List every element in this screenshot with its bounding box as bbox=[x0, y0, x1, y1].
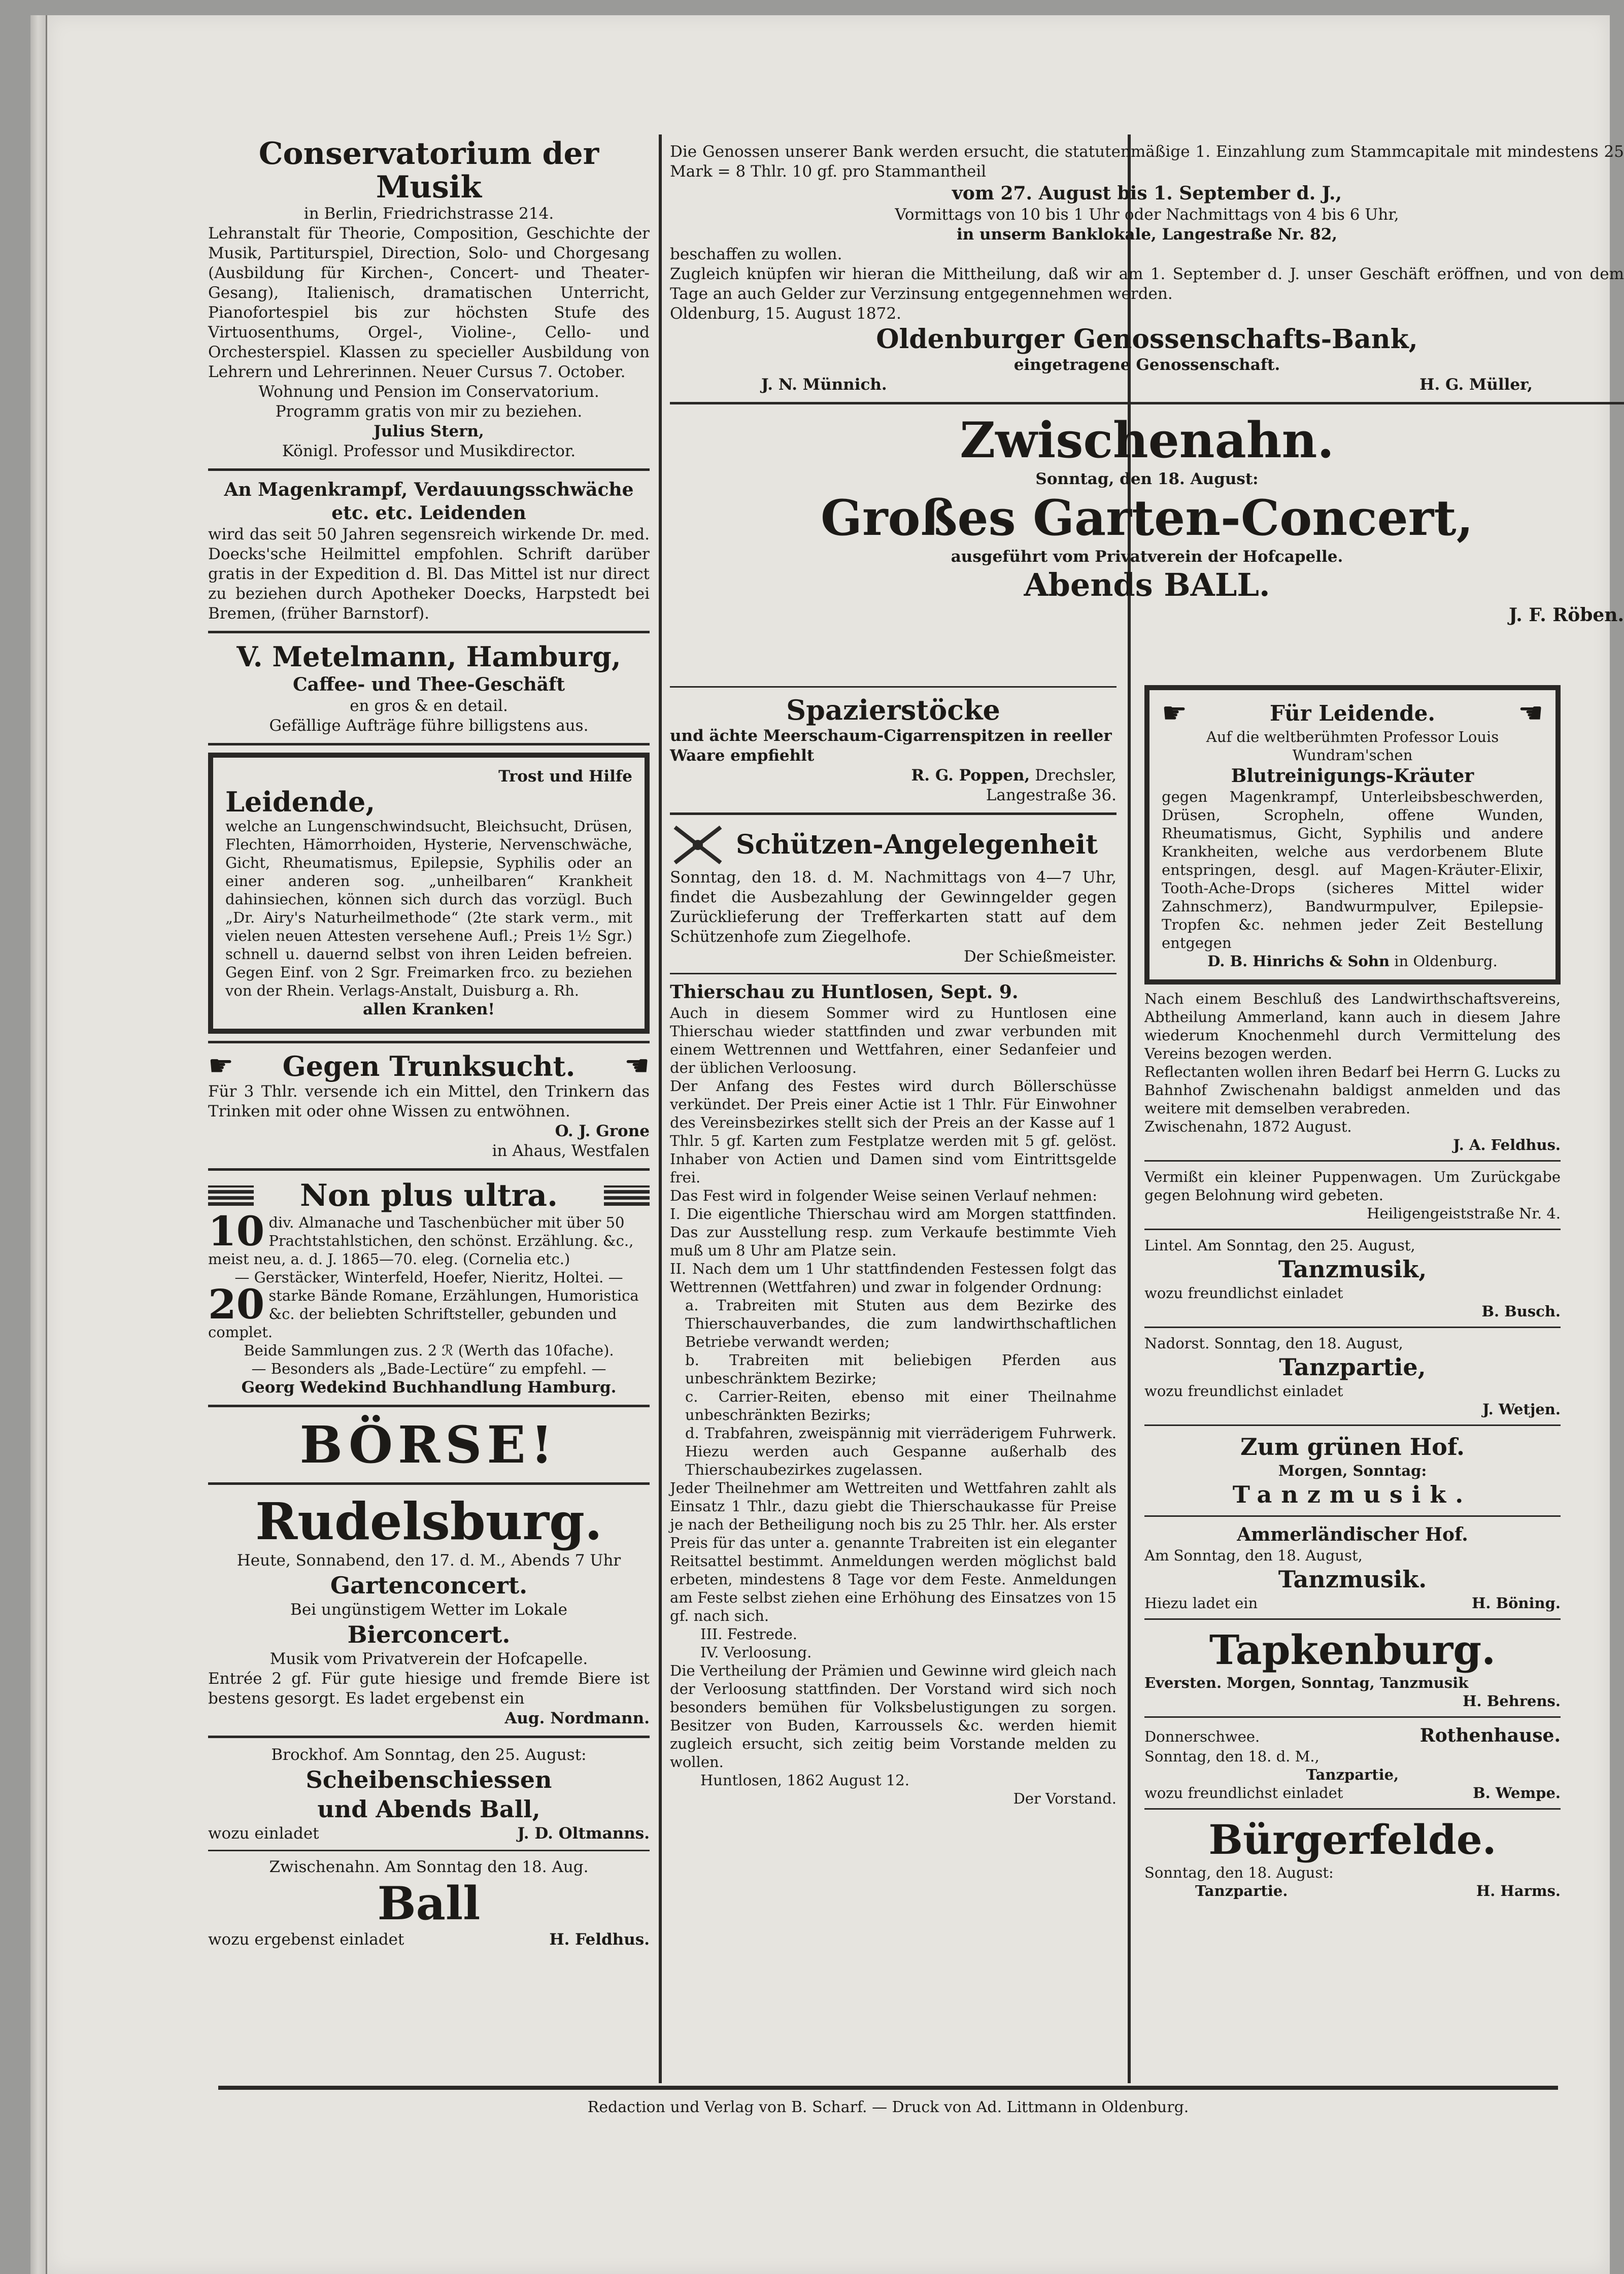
count-number: 10 bbox=[208, 1207, 265, 1255]
concert-title: Gartenconcert. bbox=[330, 1572, 528, 1599]
ad-title: Schützen-Angelegenheit bbox=[736, 829, 1098, 860]
ad-footer: Georg Wedekind Buchhandlung Hamburg. bbox=[241, 1378, 617, 1397]
divider bbox=[208, 1041, 650, 1043]
ad-signer: Der Vorstand. bbox=[1013, 1790, 1116, 1807]
ad-body: Sonntag, den 18. d. M. Nachmittags von 4—7 Uhr, findet die Ausbezahlung der Gewinngelder gegen Zurücklieferung der Trefferkarten statt auf dem Schützenhofe zum Ziegelhofe. bbox=[670, 868, 1116, 946]
ad-title: Non plus ultra. bbox=[300, 1178, 558, 1213]
count-number: 20 bbox=[208, 1280, 265, 1328]
ad-title: Rothenhause. bbox=[1419, 1725, 1561, 1746]
ad-paragraph: Die Vertheilung der Prämien und Gewinne wird gleich nach der Verloosung stattfinden. Der Vorstand wird sich noch besonders bemühen für Volksbelustigungen zu sorgen. Besitzer von Buden, Karroussels &c. werden hiemit zugleich ersucht, sich zeitig beim Vorstande melden zu wollen. bbox=[670, 1662, 1116, 1771]
ad-title: Tapkenburg. bbox=[1209, 1626, 1496, 1674]
ad-body: und ächte Meerschaum-Cigarrenspitzen in reeller Waare empfiehlt bbox=[670, 727, 1112, 765]
ad-signer-title: Königl. Professor und Musikdirector. bbox=[282, 442, 576, 460]
divider bbox=[208, 631, 650, 633]
ad-signer: H. Feldhus. bbox=[549, 1930, 650, 1949]
ad-title: Ball bbox=[377, 1877, 481, 1930]
ad-paragraph: Das Fest wird in folgender Weise seinen Verlauf nehmen: bbox=[670, 1187, 1098, 1204]
ad-signer: R. G. Poppen, bbox=[911, 766, 1030, 785]
ad-boerse bbox=[208, 1414, 650, 1475]
ad-body: Vermißt ein kleiner Puppenwagen. Um Zurückgabe gegen Belohnung wird gebeten. bbox=[1144, 1168, 1561, 1204]
ad-address: Langestraße 36. bbox=[986, 786, 1116, 804]
ad-rothenhause bbox=[1144, 1724, 1561, 1802]
ad-conservatorium bbox=[208, 137, 650, 461]
ad-title: Gegen Trunksucht. bbox=[282, 1050, 576, 1082]
ad-paragraph: II. Nach dem um 1 Uhr stattfindenden Festessen folgt das Wettrennen (Wettfahren) und zwar in folgender Ordnung: bbox=[670, 1260, 1116, 1296]
ad-line: Wohnung und Pension im Conservatorium. bbox=[258, 383, 599, 401]
divider bbox=[670, 812, 1116, 815]
ad-line: Programm gratis von mir zu beziehen. bbox=[275, 402, 583, 421]
ad-trunksucht bbox=[208, 1050, 650, 1161]
ad-header: Trost und Hilfe bbox=[498, 767, 632, 786]
ad-title: Tanzpartie. bbox=[1195, 1882, 1288, 1899]
ad-line: Eversten. Morgen, Sonntag, Tanzmusik bbox=[1144, 1674, 1469, 1691]
ad-body: welche an Lungenschwindsucht, Bleichsucht, Drüsen, Flechten, Hämorrhoiden, Hysterie, Nervenschwäche, Gicht, Rheumatismus, Epilepsie, Syphilis oder an einer anderen sog. „unheilbaren“ Krankheit dahinsiechen, können sich durch das vorzügl. Buch „Dr. Airy's Naturheilmethode“ (2te stark verm., mit vielen neuen Attesten versehene Aufl.; Preis 1½ Sgr.) schnell u. dauernd selbst von ihren Leiden befreien. Gegen Einf. von 2 Sgr. Freimarken frco. zu beziehen von der Rhein. Verlags-Anstalt, Duisburg a. Rh. bbox=[225, 818, 632, 999]
ad-body: Entrée 2 gf. Für gute hiesige und fremde Biere ist bestens gesorgt. Es ladet ergebenst ein bbox=[208, 1670, 650, 1708]
column-rule-1 bbox=[659, 134, 662, 2083]
ad-nadorst bbox=[1144, 1334, 1561, 1418]
ad-thierschau bbox=[670, 980, 1116, 1808]
ad-footer: allen Kranken! bbox=[363, 1000, 495, 1019]
ad-date: vom 27. August bis 1. September d. J., bbox=[952, 183, 1342, 204]
ornament-bar bbox=[208, 1185, 254, 1206]
ad-list-item: a. Trabreiten mit Stuten aus dem Bezirke des Thierschauverbandes, die zum landwirthschaftlichen Betriebe verwandt werden; bbox=[685, 1297, 1116, 1350]
imprint-footer: Redaction und Verlag von B. Scharf. — Druck von Ad. Littmann in Oldenburg. bbox=[587, 2098, 1189, 2116]
column-2-lower bbox=[670, 680, 1116, 1811]
ad-ball bbox=[208, 1857, 650, 1950]
ad-invite: wozu einladet bbox=[208, 1824, 319, 1843]
concert-title: Bierconcert. bbox=[347, 1621, 511, 1648]
ad-ammerlaendischer-hof bbox=[1144, 1523, 1561, 1612]
ad-body: gegen Magenkrampf, Unterleibsbeschwerden, Drüsen, Scropheln, offene Wunden, Rheumatismus, Gicht, Syphilis und andere Krankheiten, welche aus verdorbenem Blute entspringen, desgl. auf Magen-Kräuter-Elixir, Tooth-Ache-Drops (sicheres Mittel wider Zahnschmerz), Bandwurmpulver, Epilepsie-Tropfen &c. nehmen jeder Zeit Bestellung entgegen bbox=[1162, 788, 1543, 952]
ad-list-item: d. Trabfahren, zweispännig mit vierräderigem Fuhrwerk. Hiezu werden auch Gespanne außerhalb des Thierschaubezirkes zugelassen. bbox=[685, 1424, 1116, 1478]
ad-list-item: III. Festrede. bbox=[700, 1625, 798, 1643]
ad-brockhof bbox=[208, 1745, 650, 1844]
ad-line: Heute, Sonnabend, den 17. d. M., Abends 7 Uhr bbox=[236, 1551, 621, 1570]
ad-title: Spazierstöcke bbox=[786, 694, 1000, 726]
ad-gruener-hof bbox=[1144, 1432, 1561, 1509]
divider bbox=[208, 1850, 650, 1851]
ad-invite: wozu freundlichst einladet bbox=[1144, 1284, 1343, 1302]
ad-leidende bbox=[208, 753, 650, 1034]
ad-title: Conservatorium der Musik bbox=[258, 136, 599, 205]
ad-line: Nadorst. Sonntag, den 18. August, bbox=[1144, 1335, 1403, 1352]
ad-signer: Aug. Nordmann. bbox=[504, 1709, 650, 1727]
ad-invite: Hiezu ladet ein bbox=[1144, 1594, 1258, 1612]
ad-paragraph: Auch in diesem Sommer wird zu Huntlosen eine Thierschau wieder stattfinden und zwar verbunden mit einem Wettrennen und Wettfahren, einer Sedanfeier und der üblichen Verloosung. bbox=[670, 1004, 1116, 1076]
ad-paragraph: I. Die eigentliche Thierschau wird am Morgen stattfinden. Das zur Ausstellung resp. zum Verkaufe bestimmte Vieh muß um 8 Uhr am Platze sein. bbox=[670, 1205, 1116, 1259]
ad-signer: J. N. Münnich. bbox=[761, 376, 887, 394]
ad-line: Am Sonntag, den 18. August, bbox=[1144, 1547, 1363, 1564]
pointing-hand-icon: ☛ bbox=[1162, 697, 1188, 730]
page-edge bbox=[30, 15, 46, 2274]
ad-line: — Gerstäcker, Winterfeld, Hoefer, Nieritz, Holtei. — bbox=[234, 1269, 623, 1286]
ad-tapkenburg bbox=[1144, 1626, 1561, 1710]
column-2 bbox=[670, 142, 1624, 630]
ad-line: — Besonders als „Bade-Lectüre“ zu empfehl. — bbox=[251, 1360, 606, 1377]
ad-date: Sonntag, den 18. August: bbox=[1035, 470, 1259, 488]
ad-line: Sonntag, den 18. d. M., bbox=[1144, 1748, 1319, 1765]
ad-rudelsburg bbox=[208, 1492, 650, 1728]
ad-title: Tanzpartie, bbox=[1279, 1353, 1426, 1381]
ad-genossenschaftsbank bbox=[670, 142, 1624, 395]
ad-signer: D. B. Hinrichs & Sohn bbox=[1207, 953, 1390, 970]
divider bbox=[1144, 1515, 1561, 1517]
ad-dateline: Oldenburg, 15. August 1872. bbox=[670, 304, 901, 323]
ad-list-item: c. Carrier-Reiten, ebenso mit einer Theilnahme unbeschränkten Bezirks; bbox=[685, 1388, 1116, 1423]
ad-nonplusultra bbox=[208, 1178, 650, 1398]
ad-line: Vormittags von 10 bis 1 Uhr oder Nachmittags von 4 bis 6 Uhr, bbox=[895, 206, 1399, 224]
divider bbox=[1144, 1424, 1561, 1426]
ad-title: BÖRSE! bbox=[299, 1415, 558, 1475]
ad-place: Donnerschwee. bbox=[1144, 1728, 1260, 1745]
ad-line: eingetragene Genossenschaft. bbox=[1013, 356, 1280, 374]
ad-line: in unserm Banklokale, Langestraße Nr. 82, bbox=[956, 225, 1338, 244]
ad-title: Ammerländischer Hof. bbox=[1237, 1524, 1468, 1545]
ad-title: Tanzpartie, bbox=[1306, 1766, 1399, 1783]
ad-title: Zwischenahn. bbox=[960, 412, 1334, 469]
column-1 bbox=[208, 137, 650, 1953]
ad-vermisst bbox=[1144, 1168, 1561, 1223]
ad-zwischenahn-concert bbox=[670, 412, 1624, 627]
ornament-bar bbox=[604, 1185, 650, 1206]
ad-place: in Oldenburg. bbox=[1394, 953, 1498, 970]
ad-knochenmehl bbox=[1144, 990, 1561, 1154]
ad-body: Nach einem Beschluß des Landwirthschaftsvereins, Abtheilung Ammerland, kann auch in diesem Jahre wiederum Knochenmehl durch Vermittelung des Vereins bezogen werden. bbox=[1144, 990, 1561, 1062]
ad-address: Heiligengeiststraße Nr. 4. bbox=[1367, 1205, 1561, 1222]
ad-line: Lintel. Am Sonntag, den 25. August, bbox=[1144, 1237, 1415, 1254]
ad-line: Gefällige Aufträge führe billigstens aus. bbox=[269, 717, 589, 735]
ad-title: Scheibenschiessen bbox=[306, 1766, 552, 1793]
ad-paragraph: Der Anfang des Festes wird durch Böllerschüsse verkündet. Der Preis einer Actie ist 1 Thlr. Für Einwohner des Vereinsbezirkes stellt sich der Preis an der Kasse auf 1 Thlr. 5 gf. Karten zum Festplatze werden mit 5 gf. gelöst. Inhaber von Actien und Damen sind vom Eintrittsgelde frei. bbox=[670, 1077, 1116, 1186]
ad-invite: wozu freundlichst einladet bbox=[1144, 1784, 1343, 1802]
divider bbox=[1144, 1327, 1561, 1328]
ad-buergerfelde bbox=[1144, 1816, 1561, 1900]
ad-title: Oldenburger Genossenschafts-Bank, bbox=[876, 324, 1418, 355]
ad-line: beschaffen zu wollen. bbox=[670, 245, 842, 263]
column-3 bbox=[1144, 680, 1561, 1903]
ad-list-item: b. Trabreiten mit beliebigen Pferden aus unbeschränktem Bezirke; bbox=[685, 1351, 1116, 1387]
divider bbox=[208, 1168, 650, 1171]
ad-title: und Abends Ball, bbox=[317, 1795, 540, 1823]
divider bbox=[1144, 1229, 1561, 1230]
ad-list-item: IV. Verloosung. bbox=[700, 1644, 812, 1661]
ad-body: Reflectanten wollen ihren Bedarf bei Herrn G. Lucks zu Bahnhof Zwischenahn baldigst anmelden und das weitere mit demselben verabreden. bbox=[1144, 1063, 1561, 1117]
ad-fuer-leidende bbox=[1144, 685, 1561, 985]
ad-line: ausgeführt vom Privatverein der Hofcapelle. bbox=[951, 548, 1343, 566]
ad-line: Zwischenahn. Am Sonntag den 18. Aug. bbox=[269, 1858, 589, 1876]
ad-magenkrampf bbox=[208, 478, 650, 624]
ad-signer: J. D. Oltmanns. bbox=[517, 1824, 650, 1843]
ad-signer: H. Behrens. bbox=[1463, 1692, 1561, 1710]
ad-title: Für Leidende. bbox=[1270, 701, 1435, 726]
ad-signer: B. Wempe. bbox=[1473, 1784, 1561, 1802]
ad-signer: J. Wetjen. bbox=[1482, 1401, 1561, 1418]
ad-body: Zugleich knüpfen wir hieran die Mittheilung, daß wir am 1. September d. J. unser Geschäft eröffnen, und von dem Tage an auch Gelder zur Verzinsung entgegennehmen werden. bbox=[670, 265, 1624, 303]
divider bbox=[670, 973, 1116, 974]
ad-body: Die Genossen unserer Bank werden ersucht, die statutenmäßige 1. Einzahlung zum Stammcapitale mit mindestens 25 Mark = 8 Thlr. 10 gf. pro Stammantheil bbox=[670, 143, 1624, 181]
ad-title: Thierschau zu Huntlosen, Sept. 9. bbox=[670, 981, 1019, 1003]
ad-signer: B. Busch. bbox=[1481, 1303, 1561, 1320]
ad-title: Tanzmusik. bbox=[1278, 1566, 1427, 1593]
ad-line: en gros & en detail. bbox=[350, 697, 508, 715]
ad-spazierstoecke bbox=[670, 694, 1116, 805]
divider bbox=[208, 1482, 650, 1485]
divider bbox=[1144, 1716, 1561, 1718]
ad-signer: J. F. Röben. bbox=[1508, 604, 1624, 626]
ad-dateline: Zwischenahn, 1872 August. bbox=[1144, 1118, 1352, 1135]
ad-signer: H. G. Müller, bbox=[1419, 376, 1533, 394]
ad-title: Bürgerfelde. bbox=[1208, 1816, 1497, 1863]
ad-body: Lehranstalt für Theorie, Composition, Geschichte der Musik, Partiturspiel, Direction, Solo- und Chorgesang (Ausbildung für Kirchen-, Concert- und Theater-Gesang), Italienisch, dramatischen Unterricht, Pianofortespiel bis zur höchsten Stufe des Virtuosenthums, Orgel-, Violine-, Cello- und Orchesterspiel. Klassen zu specieller Ausbildung von Lehrern und Lehrerinnen. Neuer Cursus 7. October. bbox=[208, 224, 650, 381]
ad-signer: H. Böning. bbox=[1471, 1594, 1561, 1612]
ad-product: Blutreinigungs-Kräuter bbox=[1231, 765, 1474, 787]
ad-line: Sonntag, den 18. August: bbox=[1144, 1864, 1334, 1881]
ad-body: wird das seit 50 Jahren segensreich wirkende Dr. med. Doecks'sche Heilmittel empfohlen. Schrift darüber gratis in der Expedition d. Bl. Das Mittel ist nur direct zu beziehen durch Apotheker Doecks, Harpstedt bei Bremen, (früher Barnstorf). bbox=[208, 525, 650, 623]
ad-line: Musik vom Privatverein der Hofcapelle. bbox=[269, 1650, 588, 1668]
concert-title: Großes Garten-Concert, bbox=[820, 489, 1473, 547]
pointing-hand-icon: ☛ bbox=[624, 1049, 650, 1082]
pointing-hand-icon: ☛ bbox=[1517, 697, 1543, 730]
ad-line: Morgen, Sonntag: bbox=[1278, 1462, 1427, 1479]
ad-signer: J. A. Feldhus. bbox=[1453, 1136, 1561, 1153]
ad-title: Tanzmusik, bbox=[1278, 1255, 1427, 1283]
ad-title: Zum grünen Hof. bbox=[1240, 1433, 1465, 1461]
ad-title: Leidende, bbox=[225, 786, 376, 818]
ad-paragraph: Jeder Theilnehmer am Wettreiten und Wettfahren zahlt als Einsatz 1 Thlr., dazu giebt die Thierschaukasse für Preise je nach der Betheiligung noch bis zu 25 Thlr. her. Als erster Preis für das unter a. genannte Trabreiten ist ein eleganter Reitsattel bestimmt. Anmeldungen werden möglichst bald erbeten, mindestens 8 Tage vor dem Feste. Anmeldungen am Feste selbst ziehen eine Erhöhung des Einsatzes von 15 gf. nach sich. bbox=[670, 1479, 1116, 1624]
ball-title: Abends BALL. bbox=[1024, 566, 1270, 603]
ad-invite: wozu freundlichst einladet bbox=[1144, 1382, 1343, 1400]
divider bbox=[1144, 1618, 1561, 1620]
ad-role: Drechsler, bbox=[1035, 766, 1116, 785]
ad-lintel bbox=[1144, 1236, 1561, 1320]
ad-signer: Der Schießmeister. bbox=[963, 947, 1116, 966]
ad-line: Beide Sammlungen zus. 2 ℛ (Werth das 10fache). bbox=[244, 1342, 614, 1359]
ad-signer: Julius Stern, bbox=[374, 422, 484, 440]
ad-title: Rudelsburg. bbox=[255, 1491, 602, 1551]
divider bbox=[670, 686, 1116, 688]
crossed-rifles-icon bbox=[670, 822, 726, 868]
ad-line: Bei ungünstigem Wetter im Lokale bbox=[290, 1601, 567, 1619]
divider bbox=[208, 468, 650, 471]
ad-invite: wozu ergebenst einladet bbox=[208, 1930, 404, 1949]
pointing-hand-icon: ☛ bbox=[208, 1049, 234, 1082]
divider bbox=[670, 402, 1624, 404]
divider bbox=[208, 1736, 650, 1738]
ad-schuetzen bbox=[670, 822, 1116, 967]
ad-line: Brockhof. Am Sonntag, den 25. August: bbox=[271, 1746, 587, 1764]
footer-rule bbox=[218, 2086, 1558, 2090]
ad-title: V. Metelmann, Hamburg, bbox=[236, 640, 621, 673]
ad-subtitle: Caffee- und Thee-Geschäft bbox=[292, 674, 565, 695]
ad-body: starke Bände Romane, Erzählungen, Humoristica &c. der beliebten Schriftsteller, gebunden und complet. bbox=[208, 1287, 639, 1341]
divider bbox=[208, 743, 650, 745]
ad-address: in Berlin, Friedrichstrasse 214. bbox=[303, 205, 554, 223]
ad-signer: H. Harms. bbox=[1476, 1882, 1561, 1899]
ad-dateline: Huntlosen, 1862 August 12. bbox=[700, 1772, 909, 1789]
ad-title: Tanzmusik. bbox=[1232, 1481, 1473, 1508]
divider bbox=[1144, 1808, 1561, 1810]
ad-body: Auf die weltberühmten Professor Louis Wundram'schen bbox=[1206, 728, 1499, 764]
ad-place: in Ahaus, Westfalen bbox=[492, 1142, 650, 1160]
divider bbox=[1144, 1160, 1561, 1162]
ad-body: div. Almanache und Taschenbücher mit über 50 Prachtstahlstichen, den schönst. Erzählung. &c., meist neu, a. d. J. 1865—70. eleg. (Cornelia etc.) bbox=[208, 1214, 634, 1268]
ad-body: Für 3 Thlr. versende ich ein Mittel, den Trinkern das Trinken mit oder ohne Wissen zu entwöhnen. bbox=[208, 1082, 650, 1121]
ad-signer: O. J. Grone bbox=[555, 1122, 650, 1140]
divider bbox=[208, 1405, 650, 1407]
ad-metelmann bbox=[208, 640, 650, 736]
ad-title: An Magenkrampf, Verdauungsschwäche etc. etc. Leidenden bbox=[224, 479, 634, 524]
